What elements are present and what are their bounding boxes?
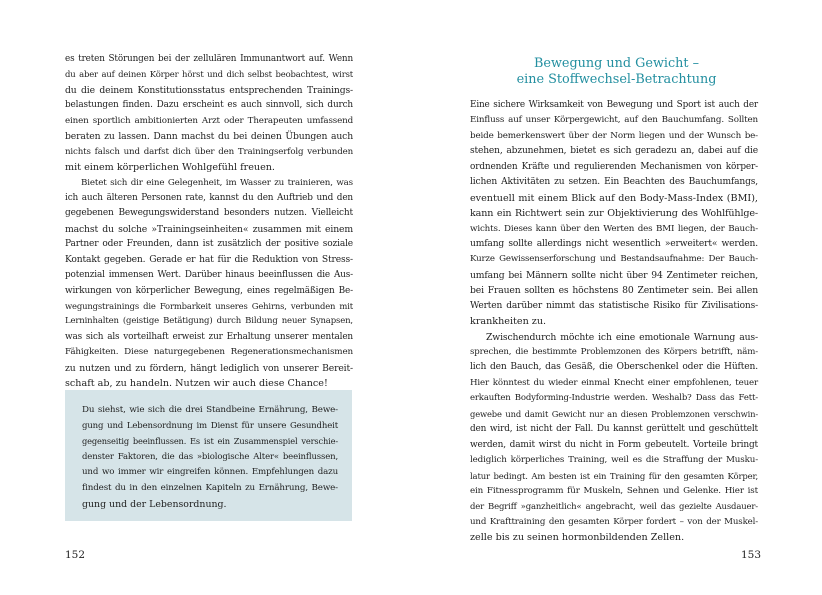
text-line: umfang bei Männern sollte nicht über 94 Zentimeter reichen, (470, 269, 758, 281)
text-line: Kontakt gegeben. Gerade er hat für die Reduktion von Stress- (65, 254, 353, 265)
text-line: Werten darüber nimmt das statistische Risiko für Zivilisations- (470, 300, 758, 311)
text-line: wichts. Dieses kann über den Werten des BMI liegen, der Bauch- (470, 223, 758, 234)
text-line: Partner oder Freunden, dann ist zusätzlich der positive soziale (65, 239, 353, 250)
text-line: Eine sichere Wirksamkeit von Bewegung und Sport ist auch der (470, 100, 758, 110)
text-line: und wo immer wir eingreifen können. Empfehlungen dazu (82, 467, 338, 478)
text-line: belastungen finden. Dazu erscheint es auch sinnvoll, sich durch (65, 100, 353, 111)
text-line: was sich als vorteilhaft erweist zur Erhaltung unserer mentalen (65, 331, 353, 342)
text-line: Hier könntest du wieder einmal Knecht einer empfohlenen, teuer (470, 377, 758, 388)
text-line: ordnenden Kräfte und regulierenden Mechanismen von körper- (470, 161, 758, 172)
text-line: Bietet sich dir eine Gelegenheit, im Wasser zu trainieren, was (81, 177, 353, 188)
text-line: Lerninhalten (geistige Betätigung) durch Bildung neuer Synapsen, (65, 316, 353, 327)
text-line: Einfluss auf unser Körpergewicht, auf den Bauchumfang. Sollten (470, 115, 758, 126)
text-line: latur bedingt. Am besten ist ein Training für den gesamten Körper, (470, 470, 758, 481)
section-subtitle: eine Stoffwechsel-Betrachtung (516, 72, 717, 87)
summary-box-text (82, 403, 338, 512)
text-line: du aber auf deinen Körper hörst und dich selbst beobachtest, wirst (65, 69, 353, 80)
text-line: erkauften Bodyforming-Industrie werden. Weshalb? Dass das Fett- (470, 393, 758, 404)
text-line: gewebe und damit Gewicht nur an diesen Problemzonen verschwin- (470, 408, 758, 419)
text-line: stehen, abzunehmen, bietet es sich geradezu an, dabei auf die (470, 146, 758, 157)
text-line: findest du in den einzelnen Kapiteln zu Ernährung, Bewe- (82, 482, 338, 493)
text-line: Kurze Gewissenserforschung und Bestandsaufnahme: Der Bauch- (470, 254, 758, 265)
summary-box (65, 390, 352, 521)
text-line: es treten Störungen bei der zellulären Immunantwort auf. Wenn (65, 54, 353, 64)
text-line: beraten zu lassen. Dann machst du bei deinen Übungen auch (65, 131, 353, 143)
text-line: beide bemerkenswert über der Norm liegen und der Wunsch be- (470, 130, 758, 141)
text-line: den wird, ist nicht der Fall. Du kannst gerüttelt und geschüttelt (470, 424, 758, 435)
text-line: wirkungen von körperlicher Bewegung, eines regelmäßigen Be- (65, 285, 353, 296)
text-line: werden, damit wirst du nicht in Form gebeutelt. Vorteile bringt (470, 439, 758, 450)
text-line: sprechen, die bestimmte Problemzonen des Körpers betrifft, näm- (470, 347, 758, 357)
section-title: Bewegung und Gewicht – (533, 56, 700, 71)
text-line: nichts falsch und darfst dich über den Trainingserfolg verbunden (65, 146, 353, 157)
text-line: machst du solche »Trainingseinheiten« zusammen mit einem (65, 223, 353, 235)
text-line: gegenseitig beeinflussen. Es ist ein Zusammenspiel verschie- (82, 436, 338, 447)
text-line: umfang sollte allerdings nicht wesentlich »erweitert« werden. (470, 238, 758, 249)
text-line: denster Faktoren, die das »biologische Alter« beeinflussen, (82, 451, 338, 462)
text-line: zelle bis zu seinen hormonbildenden Zellen. (470, 532, 685, 544)
right-body-text (470, 98, 758, 546)
text-line: schaft ab, zu handeln. Nutzen wir auch diese Chance! (65, 378, 328, 390)
text-line: lediglich körperliches Training, weil es die Straffung der Musku- (470, 455, 758, 466)
text-line: der Begriff »ganzheitlich« angebracht, weil das gezielte Ausdauer- (470, 501, 758, 512)
text-line: krankheiten zu. (470, 316, 547, 328)
page-number: 153 (741, 549, 762, 561)
text-line: bei Frauen sollten es höchstens 80 Zentimeter sein. Bei allen (470, 285, 758, 297)
text-line: kann ein Richtwert sein zur Objektivierung des Wohlfühlge- (470, 208, 758, 220)
text-line: ich auch älteren Personen rate, kannst du den Auftrieb und den (65, 192, 353, 203)
text-line: du die deinem Konstitutionsstatus entsprechenden Trainings- (65, 84, 353, 96)
page-number: 152 (65, 549, 86, 561)
left-body-text (65, 52, 353, 392)
text-line: gegebenen Bewegungswiderstand besonders nutzen. Vielleicht (65, 208, 353, 219)
text-line: gung und der Lebensordnung. (82, 498, 227, 510)
text-line: mit einem körperlichen Wohlgefühl freuen. (65, 162, 275, 174)
text-line: wegungstrainings die Formbarkeit unseres Gehirns, verbunden mit (65, 301, 353, 311)
text-line: Fähigkeiten. Diese naturgegebenen Regenerationsmechanismen (65, 347, 353, 358)
right-page (411, 0, 822, 595)
text-line: zu nutzen und zu fördern, hängt lediglich von unserer Bereit- (65, 362, 353, 374)
text-line: potenzial immensen Wert. Darüber hinaus beeinflussen die Aus- (65, 270, 353, 281)
text-line: lichen Aktivitäten zu setzen. Ein Beachten des Bauchumfangs, (470, 177, 758, 188)
text-line: einen sportlich ambitionierten Arzt oder Therapeuten umfassend (65, 115, 353, 126)
text-line: gung und Lebensordnung im Dienst für unsere Gesundheit (82, 420, 338, 431)
text-line: Zwischendurch möchte ich eine emotionale Warnung aus- (486, 331, 758, 343)
text-line: lich den Bauch, das Gesäß, die Oberschenkel oder die Hüften. (470, 362, 758, 373)
text-line: Du siehst, wie sich die drei Standbeine Ernährung, Bewe- (82, 405, 338, 415)
text-line: ein Fitnessprogramm für Muskeln, Sehnen und Gelenke. Hier ist (470, 485, 758, 496)
text-line: eventuell mit einem Blick auf den Body-Mass-Index (BMI), (470, 192, 758, 204)
text-line: und Krafttraining den gesamten Körper fordert – von der Muskel- (470, 516, 758, 527)
